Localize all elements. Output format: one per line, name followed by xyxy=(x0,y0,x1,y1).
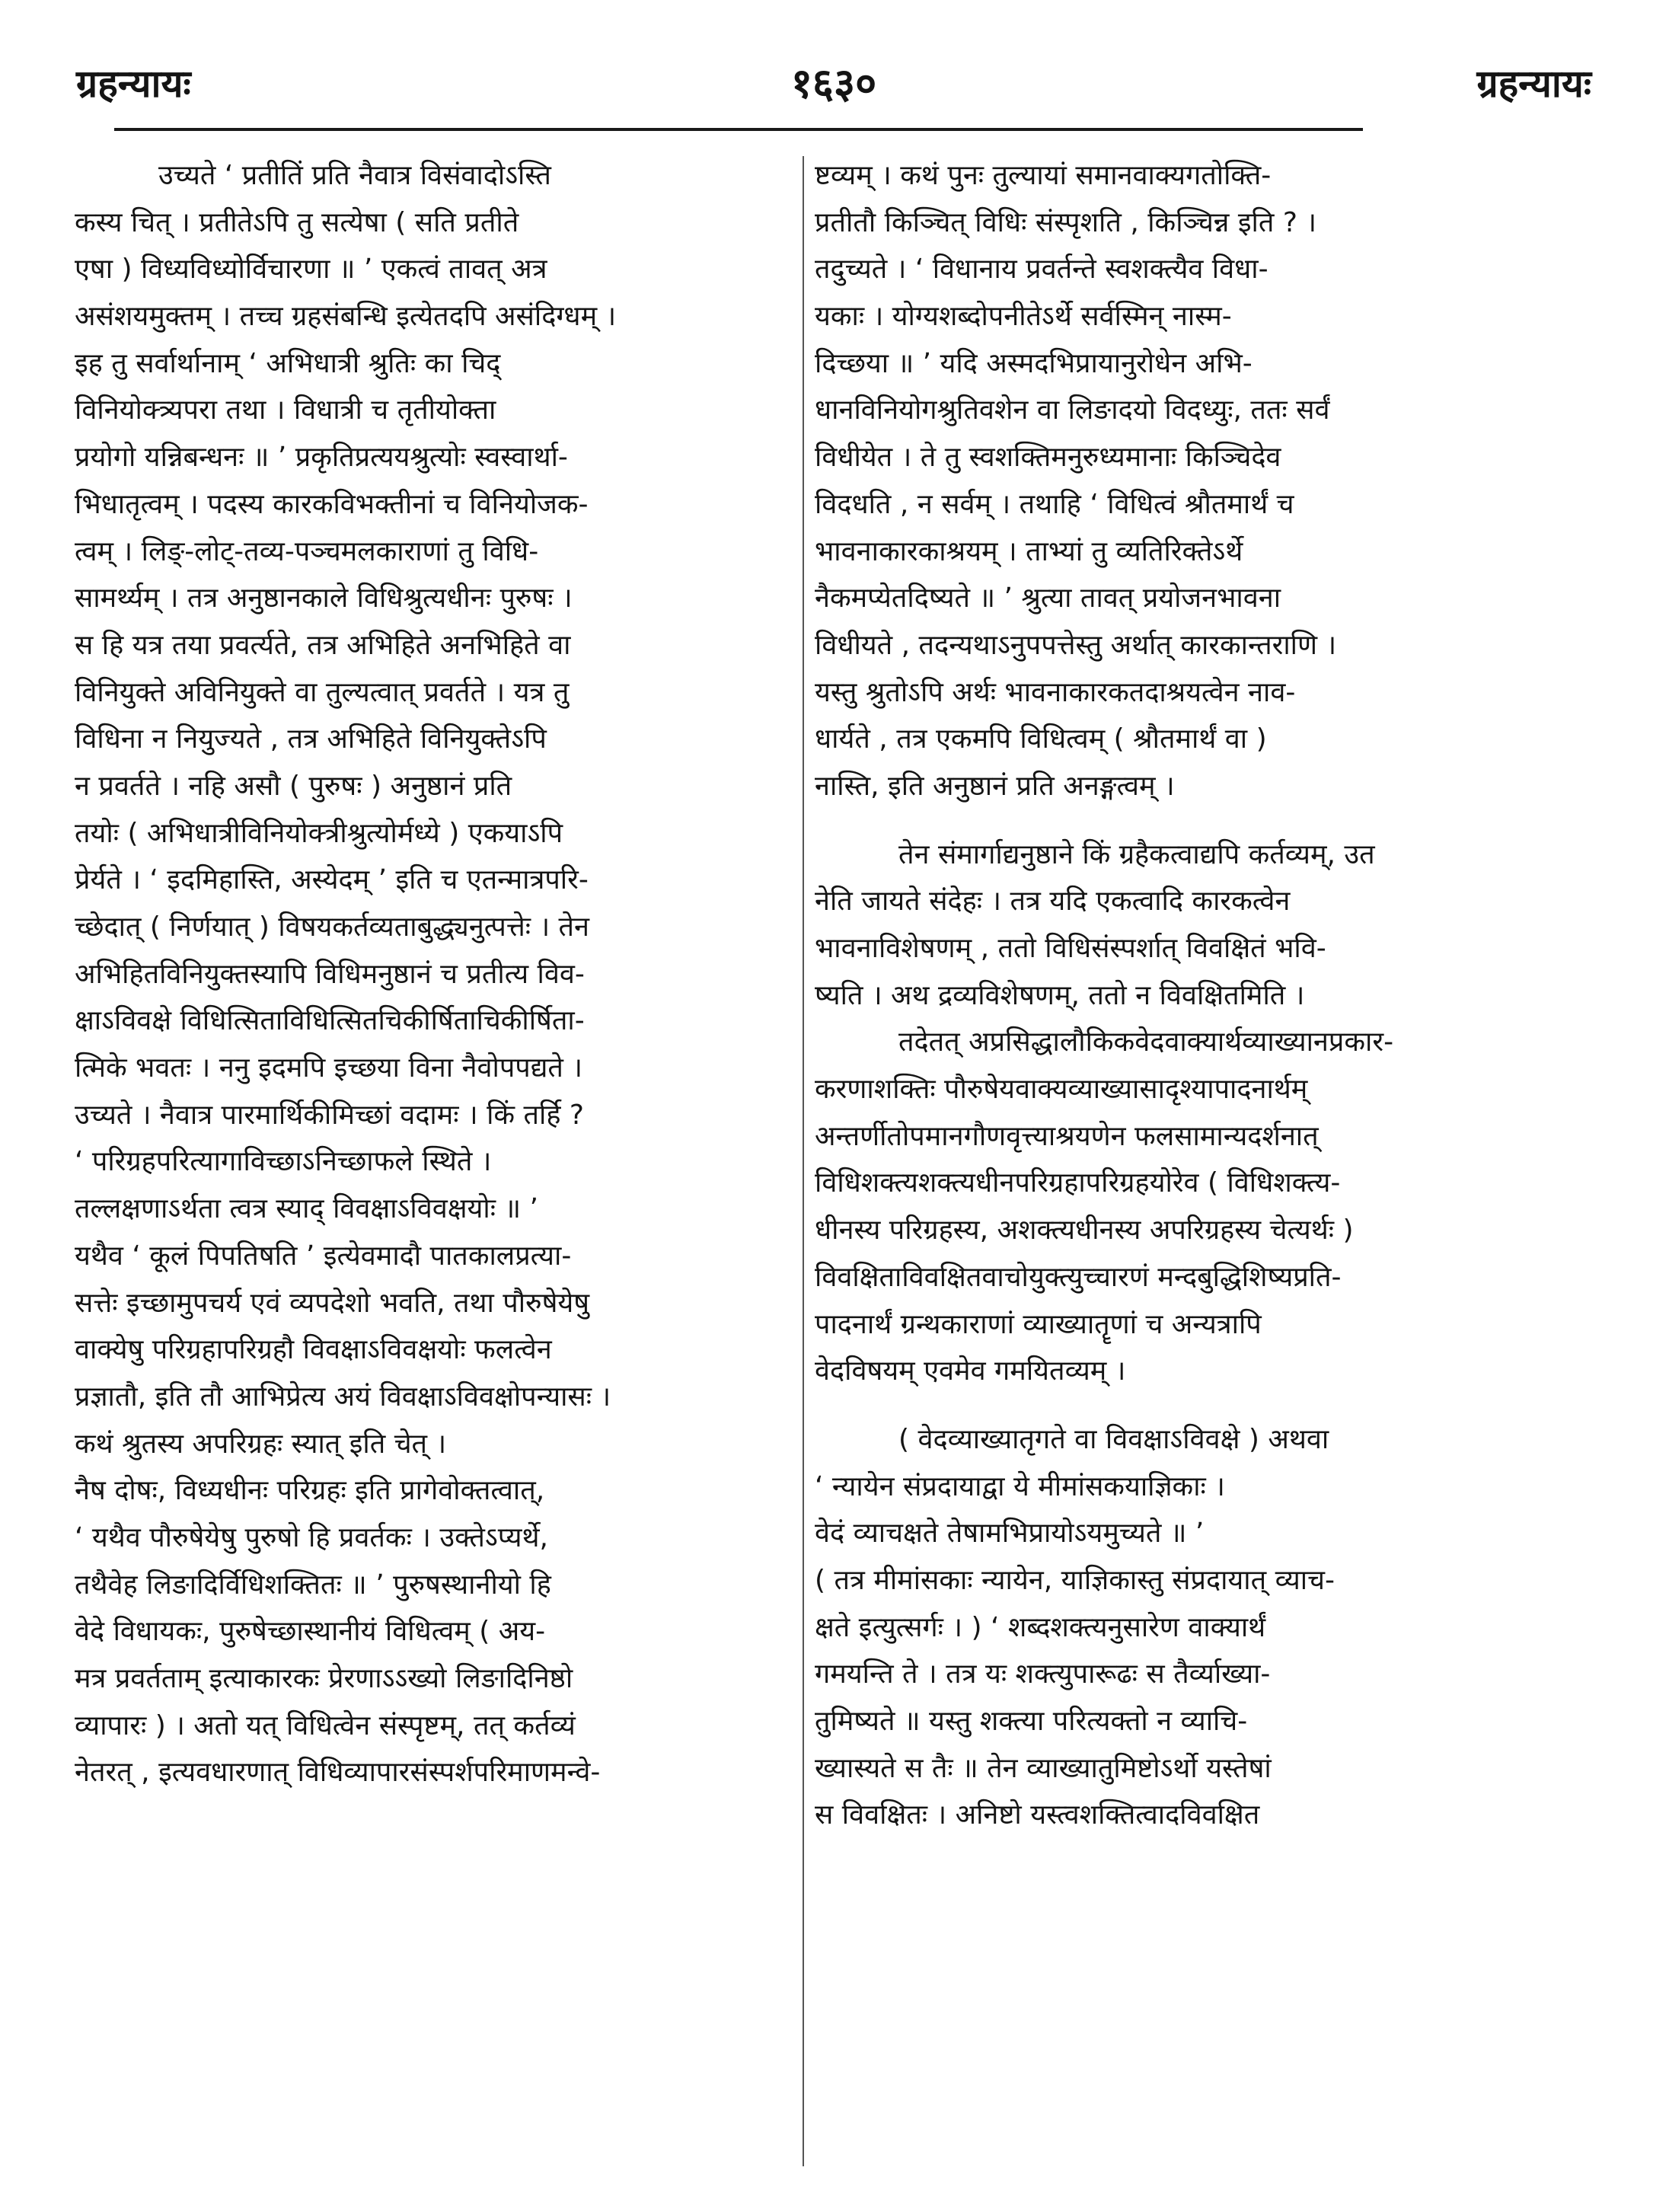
header-right-title: ग्रहन्यायः xyxy=(1476,62,1591,106)
text-line: भावनाविशेषणम् , ततो विधिसंस्पर्शात् विवक्षितं भवि- xyxy=(815,933,1326,964)
text-line: नैष दोषः, विध्यधीनः परिग्रहः इति प्रागेवोक्तत्वात्, xyxy=(75,1475,545,1507)
text-line: त्मिके भवतः । ननु इदमपि इच्छया विना नैवोपपद्यते । xyxy=(75,1052,583,1084)
text-line: स हि यत्र तया प्रवर्त्यते, तत्र अभिहिते अनभिहिते वा xyxy=(75,629,571,661)
text-line: तल्लक्षणाऽर्थता त्वत्र स्याद् विवक्षाऽविवक्षयोः ॥ ’ xyxy=(75,1193,538,1225)
text-line: प्रज्ञातौ, इति तौ आभिप्रेत्य अयं विवक्षाऽविवक्षोपन्यासः । xyxy=(75,1381,611,1412)
text-line: त्वम् । लिङ्-लोट्-तव्य-पञ्चमलकाराणां तु विधि- xyxy=(75,535,539,567)
text-line: इह तु सर्वार्थानाम् ‘ अभिधात्री श्रुतिः का चिद् xyxy=(75,347,501,379)
right-column xyxy=(815,152,1584,2178)
text-line: मत्र प्रवर्तताम् इत्याकारकः प्रेरणाऽऽख्यो लिङादिनिष्ठो xyxy=(75,1663,573,1694)
text-line: ‘ यथैव पौरुषेयेषु पुरुषो हि प्रवर्तकः । उक्तेऽप्यर्थे, xyxy=(75,1521,548,1553)
text-line: वेदे विधायकः, पुरुषेच्छास्थानीयं विधित्वम् ( अय- xyxy=(75,1616,546,1648)
text-line: यस्तु श्रुतोऽपि अर्थः भावनाकारकतदाश्रयत्वेन नाव- xyxy=(815,676,1296,708)
text-line: सामर्थ्यम् । तत्र अनुष्ठानकाले विधिश्रुत्यधीनः पुरुषः । xyxy=(75,583,573,614)
text-line: नेति जायते संदेहः । तत्र यदि एकत्वादि कारकत्वेन xyxy=(815,886,1291,918)
text-line: विधीयेत । ते तु स्वशक्तिमनुरुध्यमानाः किञ्चिदेव xyxy=(815,442,1281,474)
text-line: वेदं व्याचक्षते तेषामभिप्रायोऽयमुच्यते ॥ ’ xyxy=(815,1518,1205,1550)
text-line: तदुच्यते । ‘ विधानाय प्रवर्तन्ते स्वशक्त्यैव विधा- xyxy=(815,254,1269,286)
text-line: विधिशक्त्यशक्त्यधीनपरिग्रहापरिग्रहयोरेव ( विधिशक्त्य- xyxy=(815,1167,1341,1199)
text-line: धार्यते , तत्र एकमपि विधित्वम् ( श्रौतमार्थं वा ) xyxy=(815,723,1267,755)
text-line: प्रतीतौ किञ्चित् विधिः संस्पृशति , किञ्चिन्न इति ? । xyxy=(815,206,1317,238)
text-line: कस्य चित् । प्रतीतेऽपि तु सत्येषा ( सति प्रतीते xyxy=(75,206,519,238)
text-line: दिच्छया ॥ ’ यदि अस्मदभिप्रायानुरोधेन अभि- xyxy=(815,347,1253,379)
page-number: १६३० xyxy=(790,59,877,107)
text-line: ष्टव्यम् । कथं पुनः तुल्यायां समानवाक्यगतोक्ति- xyxy=(815,160,1272,191)
text-line: वेदविषयम् एवमेव गमयितव्यम् । xyxy=(815,1355,1126,1387)
text-line: नैकमप्येतदिष्यते ॥ ’ श्रुत्या तावत् प्रयोजनभावना xyxy=(815,583,1281,614)
text-line: न प्रवर्तते । नहि असौ ( पुरुषः ) अनुष्ठानं प्रति xyxy=(75,770,512,802)
text-line: च्छेदात् ( निर्णयात् ) विषयकर्तव्यताबुद्ध्यनुत्पत्तेः । तेन xyxy=(75,911,590,943)
text-line: तयोः ( अभिधात्रीविनियोक्त्रीश्रुत्योर्मध्ये ) एकयाऽपि xyxy=(75,817,563,849)
text-line: नास्ति, इति अनुष्ठानं प्रति अनङ्गत्वम् । xyxy=(815,770,1175,802)
text-line: वाक्येषु परिग्रहापरिग्रहौ विवक्षाऽविवक्षयोः फलत्वेन xyxy=(75,1334,552,1366)
text-line: यथैव ‘ कूलं पिपतिषति ’ इत्येवमादौ पातकालप्रत्या- xyxy=(75,1240,572,1272)
text-line: कथं श्रुतस्य अपरिग्रहः स्यात् इति चेत् । xyxy=(75,1428,447,1460)
text-line: एषा ) विध्यविध्योर्विचारणा ॥ ’ एकत्वं तावत् अत्र xyxy=(75,254,547,286)
text-line: पादनार्थं ग्रन्थकाराणां व्याख्यातॄणां च अन्यत्रापि xyxy=(815,1308,1262,1340)
column-divider xyxy=(803,156,804,2166)
text-line: तेन संमार्गाद्यनुष्ठाने किं ग्रहैकत्वाद्यपि कर्तव्यम्, उत xyxy=(898,838,1375,870)
text-line: विनियोक्त्र्यपरा तथा । विधात्री च तृतीयोक्ता xyxy=(75,394,496,426)
text-line: ष्यति । अथ द्रव्यविशेषणम्, ततो न विवक्षितमिति । xyxy=(815,979,1305,1011)
text-line: ( तत्र मीमांसकाः न्यायेन, याज्ञिकास्तु संप्रदायात् व्याच- xyxy=(815,1564,1335,1596)
text-line: तुमिष्यते ॥ यस्तु शक्त्या परित्यक्तो न व्याचि- xyxy=(815,1706,1248,1737)
running-header xyxy=(76,53,1591,114)
header-rule xyxy=(114,128,1363,131)
text-line: स विवक्षितः । अनिष्टो यस्त्वशक्तित्वादविवक्षित xyxy=(815,1799,1260,1831)
text-line: अन्तर्णीतोपमानगौणवृत्त्याश्रयणेन फलसामान्यदर्शनात् xyxy=(815,1120,1319,1152)
text-line: विधिना न नियुज्यते , तत्र अभिहिते विनियुक्तेऽपि xyxy=(75,723,547,755)
text-line: प्रयोगो यन्निबन्धनः ॥ ’ प्रकृतिप्रत्ययश्रुत्योः स्वस्वार्था- xyxy=(75,442,568,474)
text-line: गमयन्ति ते । तत्र यः शक्त्युपारूढः स तैर्व्याख्या- xyxy=(815,1658,1271,1690)
text-line: उच्यते ‘ प्रतीतिं प्रति नैवात्र विसंवादोऽस्ति xyxy=(158,160,551,191)
text-line: असंशयमुक्तम् । तच्च ग्रहसंबन्धि इत्येतदपि असंदिग्धम् । xyxy=(75,301,617,333)
text-line: तथैवेह लिङादिर्विधिशक्तितः ॥ ’ पुरुषस्थानीयो हि xyxy=(75,1569,551,1601)
text-line: क्षते इत्युत्सर्गः । ) ‘ शब्दशक्त्यनुसारेण वाक्यार्थं xyxy=(815,1611,1266,1643)
text-line: विदधति , न सर्वम् । तथाहि ‘ विधित्वं श्रौतमार्थं च xyxy=(815,488,1294,520)
text-line: धीनस्य परिग्रहस्य, अशक्त्यधीनस्य अपरिग्रहस्य चेत्यर्थः ) xyxy=(815,1215,1354,1246)
text-line: ‘ न्यायेन संप्रदायाद्वा ये मीमांसकयाज्ञिकाः । xyxy=(815,1470,1225,1502)
text-line: ( वेदव्याख्यातृगते वा विवक्षाऽविवक्षे ) अथवा xyxy=(898,1423,1329,1455)
text-line: करणाशक्तिः पौरुषेयवाक्यव्याख्यासादृश्यापादनार्थम् xyxy=(815,1074,1308,1106)
text-line: ‘ परिग्रहपरित्यागाविच्छाऽनिच्छाफले स्थिते । xyxy=(75,1146,492,1178)
header-left-title: ग्रहन्यायः xyxy=(76,62,191,106)
text-line: प्रेर्यते । ‘ इदमिहास्ति, अस्येदम् ’ इति च एतन्मात्रपरि- xyxy=(75,864,589,896)
text-line: सत्तेः इच्छामुपचर्य एवं व्यपदेशो भवति, तथा पौरुषेयेषु xyxy=(75,1287,590,1319)
text-line: उच्यते । नैवात्र पारमार्थिकीमिच्छां वदामः । किं तर्हि ? xyxy=(75,1099,585,1131)
text-line: तदेतत् अप्रसिद्धालौकिकवेदवाक्यार्थव्याख्यानप्रकार- xyxy=(898,1026,1394,1058)
text-line: व्यापारः ) । अतो यत् विधित्वेन संस्पृष्टम्, तत् कर्तव्यं xyxy=(75,1709,576,1741)
text-line: नेतरत् , इत्यवधारणात् विधिव्यापारसंस्पर्शपरिमाणमन्वे- xyxy=(75,1757,601,1789)
text-line: अभिहितविनियुक्तस्यापि विधिमनुष्ठानं च प्रतीत्य विव- xyxy=(75,958,585,990)
text-line: यकाः । योग्यशब्दोपनीतेऽर्थे सर्वस्मिन् नास्म- xyxy=(815,301,1232,333)
text-line: ख्यास्यते स तैः ॥ तेन व्याख्यातुमिष्टोऽर्थो यस्तेषां xyxy=(815,1752,1272,1784)
text-line: धानविनियोगश्रुतिवशेन वा लिङादयो विदध्युः, ततः सर्वं xyxy=(815,394,1330,426)
left-column xyxy=(75,152,790,2178)
text-line: भिधातृत्वम् । पदस्य कारकविभक्तीनां च विनियोजक- xyxy=(75,488,589,520)
text-line: विनियुक्ते अविनियुक्ते वा तुल्यत्वात् प्रवर्तते । यत्र तु xyxy=(75,676,570,708)
text-line: भावनाकारकाश्रयम् । ताभ्यां तु व्यतिरिक्तेऽर्थे xyxy=(815,535,1243,567)
text-line: विवक्षिताविवक्षितवाचोयुक्त्युच्चारणं मन्दबुद्धिशिष्यप्रति- xyxy=(815,1261,1342,1293)
text-line: क्षाऽविवक्षे विधित्सिताविधित्सितचिकीर्षिताचिकीर्षिता- xyxy=(75,1005,585,1037)
text-line: विधीयते , तदन्यथाऽनुपपत्तेस्तु अर्थात् कारकान्तराणि । xyxy=(815,629,1337,661)
